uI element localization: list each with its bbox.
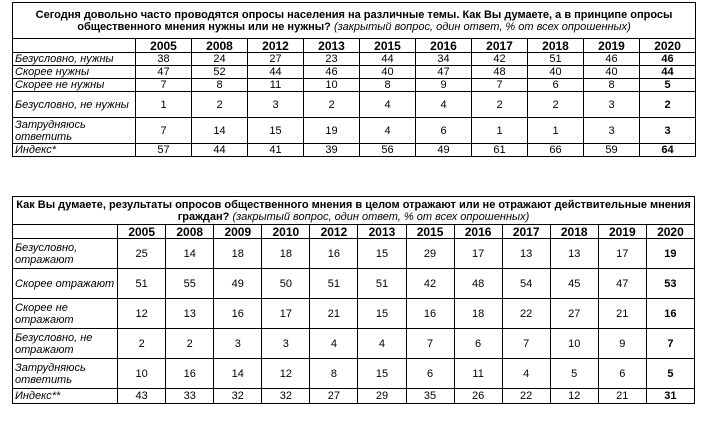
table1-value-cell: 2 xyxy=(528,92,584,118)
table1-question-text: Сегодня довольно часто проводятся опросы населения на различные темы. Как Вы думаете, а в принципе опросы общественного мнения нужны или не нужны? xyxy=(35,8,673,33)
table2-value-cell: 27 xyxy=(550,299,598,329)
table2-value-cell: 17 xyxy=(454,239,502,269)
table1-value-cell: 7 xyxy=(472,79,528,92)
table2-value-cell: 13 xyxy=(550,239,598,269)
table2-value-cell: 51 xyxy=(118,269,166,299)
table2-value-cell: 43 xyxy=(118,389,166,404)
table2-value-cell: 12 xyxy=(262,359,310,389)
table1-row-label: Безусловно, не нужны xyxy=(13,92,136,118)
table2-question xyxy=(13,197,695,225)
table2-value-cell: 10 xyxy=(118,359,166,389)
table1-value-cell: 3 xyxy=(584,118,640,144)
table2-value-cell: 4 xyxy=(310,329,358,359)
table1-value-cell: 4 xyxy=(360,118,416,144)
table2-table-row xyxy=(13,269,695,299)
table1-year-header: 2019 xyxy=(584,39,640,53)
table1-year-header: 2016 xyxy=(416,39,472,53)
table1-row-label: Скорее нужны xyxy=(13,66,136,79)
table1-table-row xyxy=(13,144,696,157)
table1-value-cell: 24 xyxy=(192,53,248,66)
table2-value-cell: 10 xyxy=(550,329,598,359)
table2-value-cell: 7 xyxy=(406,329,454,359)
table1-row-label: Безусловно, нужны xyxy=(13,53,136,66)
table1-value-cell: 40 xyxy=(528,66,584,79)
table1-value-cell: 6 xyxy=(528,79,584,92)
table2-value-cell: 14 xyxy=(166,239,214,269)
table2-value-cell: 3 xyxy=(262,329,310,359)
table1-value-cell: 2 xyxy=(192,92,248,118)
table2-value-cell: 15 xyxy=(358,239,406,269)
table2-value-cell: 13 xyxy=(502,239,550,269)
table2-question-note: (закрытый вопрос, один ответ, % от всех опрошенных) xyxy=(232,210,530,223)
table2-value-cell: 49 xyxy=(214,269,262,299)
table1-value-cell: 8 xyxy=(584,79,640,92)
table2-value-cell: 6 xyxy=(454,329,502,359)
table1-value-cell: 2 xyxy=(640,92,696,118)
table1-value-cell: 48 xyxy=(472,66,528,79)
table2-value-cell: 27 xyxy=(310,389,358,404)
table2-year-header: 2018 xyxy=(550,225,598,239)
table1-value-cell: 46 xyxy=(304,66,360,79)
table1-table-row xyxy=(13,118,696,144)
table2-row-label: Скорее не отражают xyxy=(13,299,118,329)
table2-value-cell: 17 xyxy=(262,299,310,329)
table2-value-cell: 16 xyxy=(406,299,454,329)
table2-value-cell: 16 xyxy=(166,359,214,389)
table2-value-cell: 51 xyxy=(358,269,406,299)
table1-year-header: 2015 xyxy=(360,39,416,53)
table1-value-cell: 42 xyxy=(472,53,528,66)
table1-value-cell: 6 xyxy=(416,118,472,144)
table2-year-header: 2016 xyxy=(454,225,502,239)
table1-value-cell: 4 xyxy=(360,92,416,118)
table2-year-header: 2012 xyxy=(310,225,358,239)
table2-corner-cell xyxy=(13,225,118,239)
table2-value-cell: 12 xyxy=(550,389,598,404)
table2-table-row xyxy=(13,239,695,269)
table1-value-cell: 15 xyxy=(248,118,304,144)
table2-value-cell: 53 xyxy=(646,269,694,299)
table2-value-cell: 33 xyxy=(166,389,214,404)
table1-value-cell: 44 xyxy=(640,66,696,79)
table1-value-cell: 39 xyxy=(304,144,360,157)
table1-row-label: Скорее не нужны xyxy=(13,79,136,92)
table2-value-cell: 7 xyxy=(646,329,694,359)
table1-year-header: 2017 xyxy=(472,39,528,53)
table1-value-cell: 3 xyxy=(248,92,304,118)
table1-value-cell: 38 xyxy=(136,53,192,66)
table1-value-cell: 1 xyxy=(528,118,584,144)
table1-value-cell: 11 xyxy=(248,79,304,92)
table2-value-cell: 29 xyxy=(406,239,454,269)
table2-value-cell: 15 xyxy=(358,359,406,389)
table2-value-cell: 9 xyxy=(598,329,646,359)
table1-value-cell: 64 xyxy=(640,144,696,157)
table1-value-cell: 23 xyxy=(304,53,360,66)
table2-value-cell: 45 xyxy=(550,269,598,299)
table2-value-cell: 15 xyxy=(358,299,406,329)
table2-value-cell: 7 xyxy=(502,329,550,359)
table1-header-row xyxy=(13,39,696,53)
table1-question-note: (закрытый вопрос, один ответ, % от всех опрошенных) xyxy=(333,20,631,33)
table1-value-cell: 46 xyxy=(640,53,696,66)
table1-value-cell: 2 xyxy=(472,92,528,118)
table2-value-cell: 26 xyxy=(454,389,502,404)
table1-year-header: 2012 xyxy=(248,39,304,53)
table2-value-cell: 12 xyxy=(118,299,166,329)
table2-value-cell: 22 xyxy=(502,299,550,329)
table2-value-cell: 5 xyxy=(550,359,598,389)
table1-value-cell: 1 xyxy=(136,92,192,118)
table2-question-text: Как Вы думаете, результаты опросов общественного мнения в целом отражают или не отражают действительные мнения граждан? xyxy=(16,198,691,223)
table2-value-cell: 16 xyxy=(646,299,694,329)
table1-year-header: 2008 xyxy=(192,39,248,53)
table2-value-cell: 54 xyxy=(502,269,550,299)
table1-value-cell: 14 xyxy=(192,118,248,144)
table1-value-cell: 47 xyxy=(136,66,192,79)
table1-value-cell: 1 xyxy=(472,118,528,144)
table1-table-row xyxy=(13,66,696,79)
table2-value-cell: 32 xyxy=(214,389,262,404)
table1-value-cell: 34 xyxy=(416,53,472,66)
table1-value-cell: 5 xyxy=(640,79,696,92)
table2-value-cell: 47 xyxy=(598,269,646,299)
table1-row-label: Затрудняюсь ответить xyxy=(13,118,136,144)
table1-value-cell: 7 xyxy=(136,118,192,144)
table1-value-cell: 61 xyxy=(472,144,528,157)
table2-table-row xyxy=(13,299,695,329)
table2-value-cell: 4 xyxy=(358,329,406,359)
table2-value-cell: 29 xyxy=(358,389,406,404)
table1-value-cell: 44 xyxy=(360,53,416,66)
table1-value-cell: 10 xyxy=(304,79,360,92)
table1-value-cell: 3 xyxy=(640,118,696,144)
table2-value-cell: 18 xyxy=(214,239,262,269)
table2-value-cell: 17 xyxy=(598,239,646,269)
table2-value-cell: 18 xyxy=(262,239,310,269)
table2-row-label: Безусловно, отражают xyxy=(13,239,118,269)
table1-value-cell: 27 xyxy=(248,53,304,66)
table2-year-header: 2009 xyxy=(214,225,262,239)
table1-year-header: 2020 xyxy=(640,39,696,53)
table2-value-cell: 6 xyxy=(406,359,454,389)
table2-value-cell: 55 xyxy=(166,269,214,299)
table2-value-cell: 31 xyxy=(646,389,694,404)
table1-question xyxy=(13,3,696,39)
table2-value-cell: 16 xyxy=(214,299,262,329)
table2-year-header: 2020 xyxy=(646,225,694,239)
table1-table-row xyxy=(13,53,696,66)
table2-year-header: 2008 xyxy=(166,225,214,239)
table1-year-header: 2013 xyxy=(304,39,360,53)
table1-value-cell: 3 xyxy=(584,92,640,118)
table2-row-label: Скорее отражают xyxy=(13,269,118,299)
table1-value-cell: 44 xyxy=(248,66,304,79)
table2-value-cell: 2 xyxy=(118,329,166,359)
table1-value-cell: 8 xyxy=(360,79,416,92)
table2-value-cell: 21 xyxy=(598,299,646,329)
table2-year-header: 2005 xyxy=(118,225,166,239)
table2-row-label: Затрудняюсь ответить xyxy=(13,359,118,389)
table1-value-cell: 40 xyxy=(360,66,416,79)
table2-year-header: 2013 xyxy=(358,225,406,239)
table1-table-row xyxy=(13,92,696,118)
table1-value-cell: 59 xyxy=(584,144,640,157)
table1-value-cell: 8 xyxy=(192,79,248,92)
table2-table-row xyxy=(13,389,695,404)
table-poll-results-reflect-opinion xyxy=(12,196,695,404)
table2-value-cell: 3 xyxy=(214,329,262,359)
table1-value-cell: 40 xyxy=(584,66,640,79)
table1-value-cell: 44 xyxy=(192,144,248,157)
table2-value-cell: 32 xyxy=(262,389,310,404)
table2-row-label: Индекс** xyxy=(13,389,118,404)
table2-value-cell: 19 xyxy=(646,239,694,269)
table2-value-cell: 8 xyxy=(310,359,358,389)
table1-value-cell: 56 xyxy=(360,144,416,157)
table2-year-header: 2015 xyxy=(406,225,454,239)
table2-year-header: 2019 xyxy=(598,225,646,239)
table2-value-cell: 25 xyxy=(118,239,166,269)
table1-corner-cell xyxy=(13,39,136,53)
table1-value-cell: 47 xyxy=(416,66,472,79)
table2-value-cell: 2 xyxy=(166,329,214,359)
table2-year-header: 2010 xyxy=(262,225,310,239)
table1-value-cell: 4 xyxy=(416,92,472,118)
table2-header-row xyxy=(13,225,695,239)
table2-value-cell: 21 xyxy=(310,299,358,329)
table1-value-cell: 2 xyxy=(304,92,360,118)
table1-value-cell: 51 xyxy=(528,53,584,66)
table2-value-cell: 51 xyxy=(310,269,358,299)
table2-value-cell: 35 xyxy=(406,389,454,404)
table2-value-cell: 13 xyxy=(166,299,214,329)
table2-value-cell: 42 xyxy=(406,269,454,299)
table1-value-cell: 49 xyxy=(416,144,472,157)
table2-value-cell: 4 xyxy=(502,359,550,389)
table2-value-cell: 48 xyxy=(454,269,502,299)
table2-year-header: 2017 xyxy=(502,225,550,239)
table2-value-cell: 18 xyxy=(454,299,502,329)
table-opinion-polls-needed xyxy=(12,2,696,157)
table1-table-row xyxy=(13,79,696,92)
table2-table-row xyxy=(13,359,695,389)
table2-value-cell: 16 xyxy=(310,239,358,269)
table2-value-cell: 22 xyxy=(502,389,550,404)
table2-value-cell: 50 xyxy=(262,269,310,299)
table2-row-label: Безусловно, не отражают xyxy=(13,329,118,359)
table2-table-row xyxy=(13,329,695,359)
table1-year-header: 2005 xyxy=(136,39,192,53)
table2-value-cell: 21 xyxy=(598,389,646,404)
table1-row-label: Индекс* xyxy=(13,144,136,157)
table1-value-cell: 46 xyxy=(584,53,640,66)
table2-value-cell: 11 xyxy=(454,359,502,389)
table1-value-cell: 7 xyxy=(136,79,192,92)
table1-year-header: 2018 xyxy=(528,39,584,53)
table1-value-cell: 57 xyxy=(136,144,192,157)
table1-value-cell: 19 xyxy=(304,118,360,144)
table1-value-cell: 9 xyxy=(416,79,472,92)
table1-value-cell: 66 xyxy=(528,144,584,157)
table1-value-cell: 41 xyxy=(248,144,304,157)
table2-value-cell: 5 xyxy=(646,359,694,389)
table2-value-cell: 6 xyxy=(598,359,646,389)
table2-value-cell: 14 xyxy=(214,359,262,389)
table1-value-cell: 52 xyxy=(192,66,248,79)
